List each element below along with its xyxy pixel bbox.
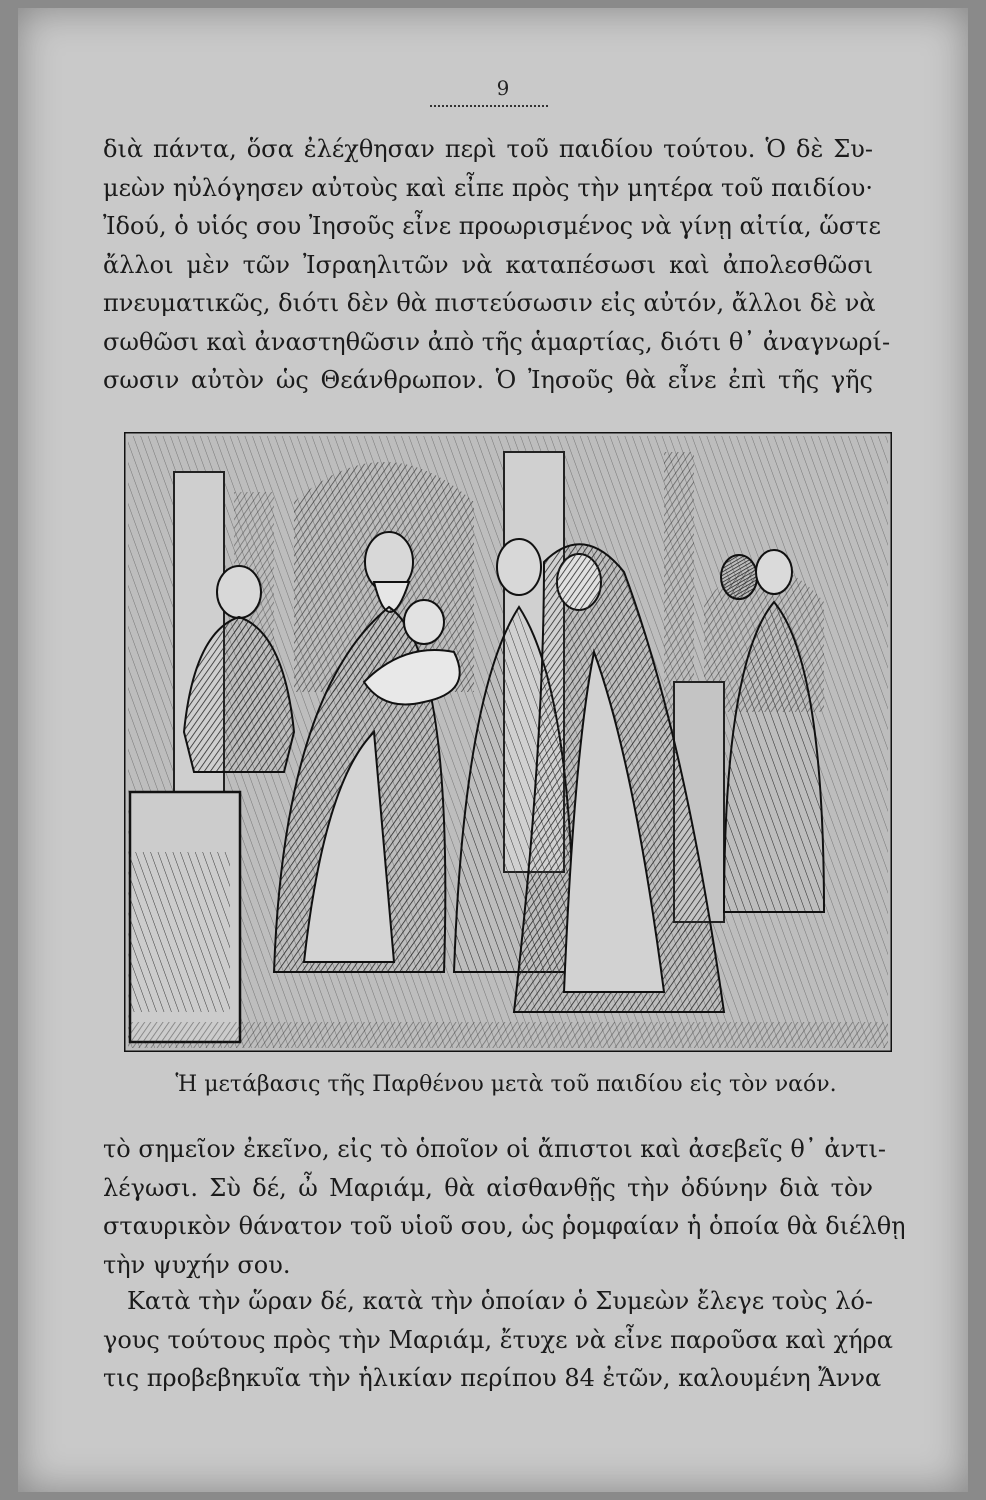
text-line: πνευματικῶς, διότι δὲν θὰ πιστεύσωσιν εἰς αὐτόν, ἄλλοι δὲ νὰ xyxy=(103,289,876,317)
engraving-illustration xyxy=(124,432,892,1052)
text-line: Κατὰ τὴν ὥραν δέ, κατὰ τὴν ὁποίαν ὁ Συμεὼν ἔλεγε τοὺς λό- xyxy=(127,1287,873,1315)
text-line: γους τούτους πρὸς τὴν Μαριάμ, ἔτυχε νὰ εἶνε παροῦσα καὶ χήρα xyxy=(103,1325,893,1354)
text-line: διὰ πάντα, ὅσα ἐλέχθησαν περὶ τοῦ παιδίου τούτου. Ὁ δὲ Συ- xyxy=(103,135,873,163)
paragraph-middle xyxy=(103,1130,906,1284)
text-line: τὸ σημεῖον ἐκεῖνο, εἰς τὸ ὁποῖον οἱ ἄπιστοι καὶ ἀσεβεῖς θ᾽ ἀντι- xyxy=(103,1135,887,1163)
page-number: 9 xyxy=(496,76,510,100)
floor-shading xyxy=(128,1022,888,1048)
text-line: ἄλλοι μὲν τῶν Ἰσραηλιτῶν νὰ καταπέσωσι καὶ ἀπολεσθῶσι xyxy=(103,250,873,279)
paragraph-bottom xyxy=(103,1282,893,1398)
altar-panel xyxy=(130,852,230,1012)
text-line: μεὼν ηὐλόγησεν αὐτοὺς καὶ εἶπε πρὸς τὴν μητέρα τοῦ παιδίου· xyxy=(103,173,873,202)
text-line: λέγωσι. Σὺ δέ, ὦ Μαριάμ, θὰ αἰσθανθῇς τὴν ὀδύνην διὰ τὸν xyxy=(103,1173,873,1202)
paragraph-top xyxy=(103,130,891,400)
text-line: σωσιν αὐτὸν ὡς Θεάνθρωπον. Ὁ Ἰησοῦς θὰ εἶνε ἐπὶ τῆς γῆς xyxy=(103,366,873,394)
text-line: Ἰδού, ὁ υἱός σου Ἰησοῦς εἶνε προωρισμένος νὰ γίνῃ αἰτία, ὥστε xyxy=(103,212,881,240)
book-page xyxy=(18,8,968,1492)
text-line: τις προβεβηκυῖα τὴν ἡλικίαν περίπου 84 ἐτῶν, καλουμένη Ἄννα xyxy=(103,1364,882,1392)
illustration-caption: Ἡ μετάβασις τῆς Παρθένου μετὰ τοῦ παιδίου εἰς τὸν ναόν. xyxy=(175,1072,837,1097)
text-line: τὴν ψυχήν σου. xyxy=(103,1250,291,1279)
text-line: σταυρικὸν θάνατον τοῦ υἱοῦ σου, ὡς ῥομφαίαν ἡ ὁποία θὰ διέλθῃ xyxy=(103,1212,906,1240)
page-number-rule xyxy=(430,105,548,107)
text-line: σωθῶσι καὶ ἀναστηθῶσιν ἀπὸ τῆς ἁμαρτίας, διότι θ᾽ ἀναγνωρί- xyxy=(103,327,891,356)
